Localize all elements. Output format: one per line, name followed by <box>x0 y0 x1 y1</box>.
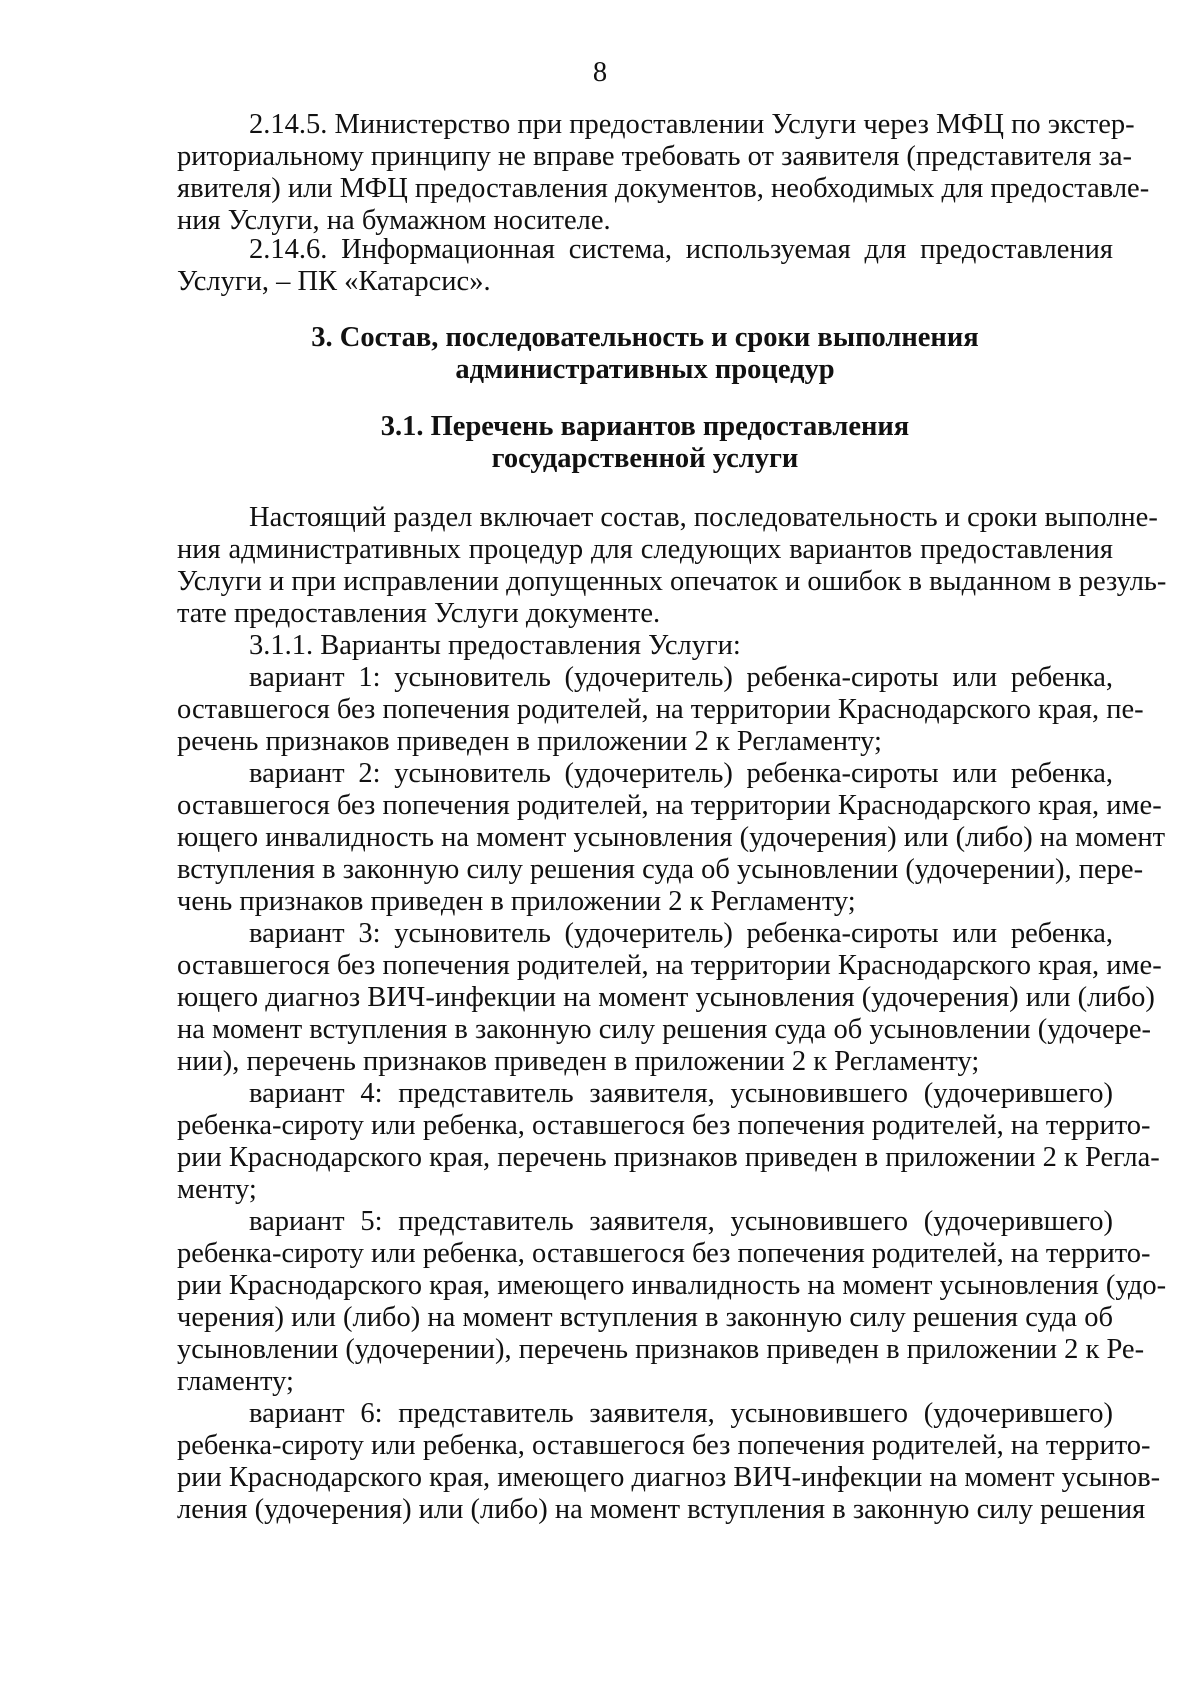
text-line: ния Услуги, на бумажном носителе. <box>177 205 611 236</box>
text-line: риториальному принципу не вправе требовать от заявителя (представителя за- <box>177 141 1132 172</box>
variant-line: оставшегося без попечения родителей, на территории Краснодарского края, име- <box>177 790 1162 821</box>
page-number: 8 <box>592 57 608 88</box>
variant-line: гламенту; <box>177 1366 294 1397</box>
variant-line: чень признаков приведен в приложении 2 к Регламенту; <box>177 886 856 917</box>
variant-line: нии), перечень признаков приведен в приложении 2 к Регламенту; <box>177 1046 980 1077</box>
paragraph-2-14-6 <box>177 234 1113 298</box>
variant-line: ребенка-сироту или ребенка, оставшегося без попечения родителей, на террито- <box>177 1430 1151 1461</box>
heading-line: государственной услуги <box>491 443 799 474</box>
paragraph-3-1-1: 3.1.1. Варианты предоставления Услуги: <box>249 630 741 661</box>
paragraph-2-14-5 <box>177 109 1150 237</box>
variant-line: усыновлении (удочерении), перечень признаков приведен в приложении 2 к Ре- <box>177 1334 1145 1365</box>
body-text <box>177 502 1167 1526</box>
heading-line: 3.1. Перечень вариантов предоставления <box>380 411 910 442</box>
heading-line: административных процедур <box>455 354 835 385</box>
section-heading-3-1 <box>177 411 1113 475</box>
heading-line: 3. Состав, последовательность и сроки выполнения <box>311 322 979 353</box>
variant-line: вариант 6: представитель заявителя, усыновившего (удочерившего) <box>249 1398 1113 1429</box>
variant-line: ребенка-сироту или ребенка, оставшегося без попечения родителей, на террито- <box>177 1238 1151 1269</box>
variant-line: рии Краснодарского края, имеющего инвалидность на момент усыновления (удо- <box>177 1270 1167 1301</box>
variant-line: ления (удочерения) или (либо) на момент вступления в законную силу решения <box>177 1494 1146 1525</box>
variant-line: оставшегося без попечения родителей, на территории Краснодарского края, име- <box>177 950 1162 981</box>
variant-line: ющего диагноз ВИЧ-инфекции на момент усыновления (удочерения) или (либо) <box>177 982 1155 1013</box>
variant-line: ющего инвалидность на момент усыновления (удочерения) или (либо) на момент <box>177 822 1166 853</box>
text-line: Услуги, – ПК «Катарсис». <box>177 266 491 297</box>
variant-line: речень признаков приведен в приложении 2 к Регламенту; <box>177 726 882 757</box>
text-line: 2.14.6. Информационная система, используемая для предоставления <box>249 234 1113 265</box>
variant-line: рии Краснодарского края, перечень признаков приведен в приложении 2 к Регла- <box>177 1142 1160 1173</box>
variant-line: вариант 1: усыновитель (удочеритель) ребенка-сироты или ребенка, <box>249 662 1113 693</box>
variant-line: вариант 4: представитель заявителя, усыновившего (удочерившего) <box>249 1078 1113 1109</box>
variant-line: менту; <box>177 1174 257 1205</box>
text-line: 2.14.5. Министерство при предоставлении Услуги через МФЦ по экстер- <box>249 109 1135 140</box>
text-line: явителя) или МФЦ предоставления документов, необходимых для предоставле- <box>177 173 1150 204</box>
variant-line: черения) или (либо) на момент вступления в законную силу решения суда об <box>177 1302 1113 1333</box>
variant-line: ребенка-сироту или ребенка, оставшегося без попечения родителей, на террито- <box>177 1110 1151 1141</box>
variant-line: на момент вступления в законную силу решения суда об усыновлении (удочере- <box>177 1014 1152 1045</box>
text-line: ния административных процедур для следующих вариантов предоставления <box>177 534 1113 565</box>
variant-line: оставшегося без попечения родителей, на территории Краснодарского края, пе- <box>177 694 1144 725</box>
variant-line: вариант 3: усыновитель (удочеритель) ребенка-сироты или ребенка, <box>249 918 1113 949</box>
variant-line: вариант 2: усыновитель (удочеритель) ребенка-сироты или ребенка, <box>249 758 1113 789</box>
variant-line: рии Краснодарского края, имеющего диагноз ВИЧ-инфекции на момент усынов- <box>177 1462 1161 1493</box>
variant-line: вступления в законную силу решения суда об усыновлении (удочерении), пере- <box>177 854 1144 885</box>
section-heading-3 <box>177 322 1113 386</box>
variant-line: вариант 5: представитель заявителя, усыновившего (удочерившего) <box>249 1206 1113 1237</box>
text-line: Услуги и при исправлении допущенных опечаток и ошибок в выданном в резуль- <box>177 566 1167 597</box>
text-line: тате предоставления Услуги документе. <box>177 598 661 629</box>
text-line: Настоящий раздел включает состав, последовательность и сроки выполне- <box>249 502 1158 533</box>
